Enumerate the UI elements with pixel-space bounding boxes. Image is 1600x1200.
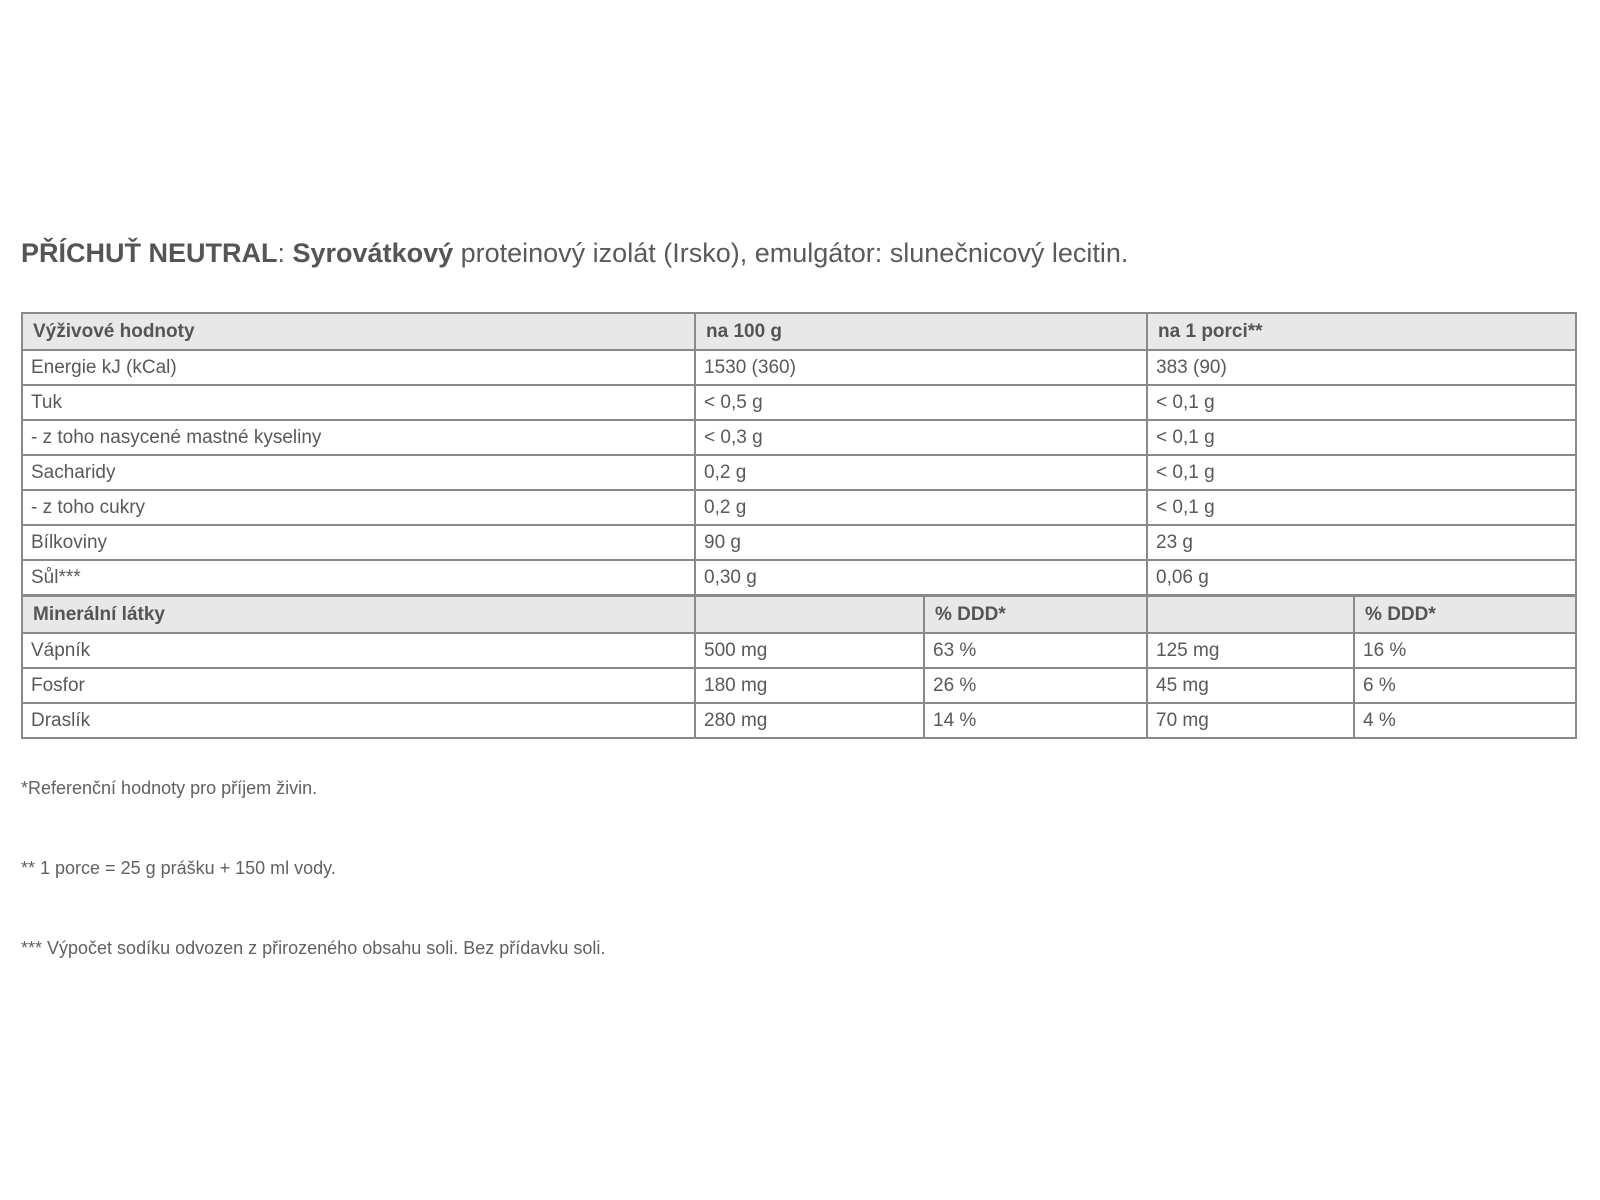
note-portion-size: ** 1 porce = 25 g prášku + 150 ml vody. — [21, 858, 336, 878]
row-name: Sůl*** — [22, 560, 695, 596]
row-name: - z toho nasycené mastné kyseliny — [22, 420, 695, 455]
row-per100: 0,2 g — [695, 490, 1147, 525]
row-per-portion: 23 g — [1147, 525, 1576, 560]
minerals-header-name: Minerální látky — [22, 596, 695, 634]
minerals-header-per100 — [695, 596, 924, 634]
ingredients-text — [21, 236, 1128, 270]
mineral-ddd-portion: 4 % — [1354, 703, 1576, 738]
mineral-ddd100: 63 % — [924, 633, 1147, 668]
minerals-header-per-portion — [1147, 596, 1354, 634]
table-row — [22, 490, 1576, 525]
ingredients-separator: : — [277, 238, 293, 268]
table-row — [22, 350, 1576, 385]
row-per-portion: 383 (90) — [1147, 350, 1576, 385]
nutrition-header-per-portion: na 1 porci** — [1147, 313, 1576, 350]
row-name: Bílkoviny — [22, 525, 695, 560]
table-row — [22, 385, 1576, 420]
row-per-portion: < 0,1 g — [1147, 385, 1576, 420]
row-per100: < 0,5 g — [695, 385, 1147, 420]
table-row — [22, 703, 1576, 738]
row-per100: 0,2 g — [695, 455, 1147, 490]
note-reference-values: *Referenční hodnoty pro příjem živin. — [21, 778, 318, 798]
table-row — [22, 560, 1576, 596]
table-row — [22, 633, 1576, 668]
mineral-name: Vápník — [22, 633, 695, 668]
table-row — [22, 525, 1576, 560]
mineral-ddd-portion: 16 % — [1354, 633, 1576, 668]
table-row — [22, 668, 1576, 703]
nutrition-table — [21, 312, 1577, 739]
row-per100: 90 g — [695, 525, 1147, 560]
row-name: - z toho cukry — [22, 490, 695, 525]
mineral-ddd100: 14 % — [924, 703, 1147, 738]
mineral-per-portion: 70 mg — [1147, 703, 1354, 738]
row-per-portion: < 0,1 g — [1147, 490, 1576, 525]
row-per-portion: 0,06 g — [1147, 560, 1576, 596]
ingredients-rest: proteinový izolát (Irsko), emulgátor: slunečnicový lecitin. — [453, 238, 1129, 268]
nutrition-header-row — [22, 313, 1576, 350]
minerals-header-ddd-portion: % DDD* — [1354, 596, 1576, 634]
row-name: Energie kJ (kCal) — [22, 350, 695, 385]
row-per100: 1530 (360) — [695, 350, 1147, 385]
row-per100: < 0,3 g — [695, 420, 1147, 455]
table-row — [22, 455, 1576, 490]
mineral-per100: 280 mg — [695, 703, 924, 738]
main-ingredient: Syrovátkový — [292, 238, 454, 268]
row-per-portion: < 0,1 g — [1147, 420, 1576, 455]
table-row — [22, 420, 1576, 455]
nutrition-header-per100: na 100 g — [695, 313, 1147, 350]
nutrition-header-name: Výživové hodnoty — [22, 313, 695, 350]
minerals-header-ddd100: % DDD* — [924, 596, 1147, 634]
row-per-portion: < 0,1 g — [1147, 455, 1576, 490]
mineral-name: Fosfor — [22, 668, 695, 703]
row-name: Sacharidy — [22, 455, 695, 490]
mineral-per-portion: 125 mg — [1147, 633, 1354, 668]
flavor-label: PŘÍCHUŤ NEUTRAL — [21, 238, 278, 268]
mineral-per-portion: 45 mg — [1147, 668, 1354, 703]
row-name: Tuk — [22, 385, 695, 420]
mineral-per100: 180 mg — [695, 668, 924, 703]
mineral-name: Draslík — [22, 703, 695, 738]
row-per100: 0,30 g — [695, 560, 1147, 596]
note-sodium-calculation: *** Výpočet sodíku odvozen z přirozeného obsahu soli. Bez přídavku soli. — [21, 938, 606, 958]
mineral-ddd100: 26 % — [924, 668, 1147, 703]
mineral-per100: 500 mg — [695, 633, 924, 668]
mineral-ddd-portion: 6 % — [1354, 668, 1576, 703]
minerals-header-row — [22, 596, 1576, 634]
